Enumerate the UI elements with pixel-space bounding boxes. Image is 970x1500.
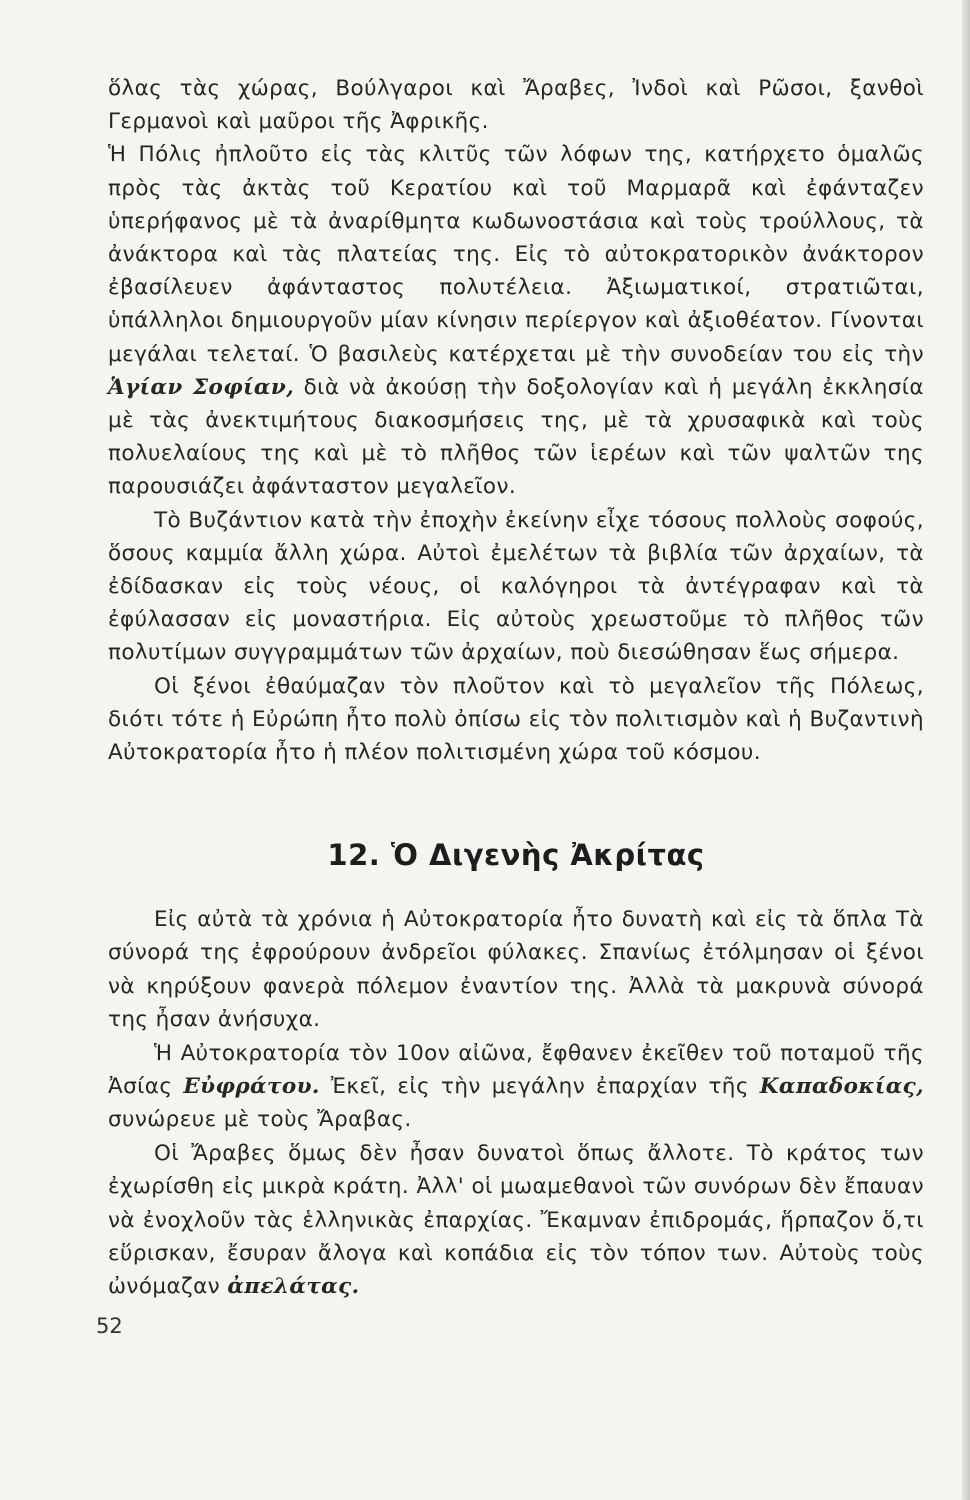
paragraph-4: Οἱ ξένοι ἐθαύμαζαν τὸν πλοῦτον καὶ τὸ μεγαλεῖον τῆς Πόλεως, διότι τότε ἡ Εὐρώπη ἦτο πολὺ ὀπίσω εἰς τὸν πολιτισμὸν καὶ ἡ Βυζαντινὴ Αὐτοκρατορία ἦτο ἡ πλέον πολιτισμένη χώρα τοῦ κόσμου.: [108, 673, 924, 766]
paragraph-1: ὅλας τὰς χώρας, Βούλγαροι καὶ Ἄραβες, Ἰνδοὶ καὶ Ρῶσοι, ξανθοὶ Γερμανοὶ καὶ μαῦροι τῆς Ἀφρικῆς.: [108, 76, 924, 135]
emphasis-agia-sofia: Ἁγίαν Σοφίαν,: [108, 374, 295, 400]
paragraph-3: Τὸ Βυζάντιον κατὰ τὴν ἐποχὴν ἐκείνην εἶχε τόσους πολλοὺς σοφούς, ὅσους καμμία ἄλλη χώρα. Αὐτοὶ ἐμελέτων τὰ βιβλία τῶν ἀρχαίων, τὰ ἐδίδασκαν εἰς τοὺς νέους, οἱ καλόγηροι τὰ ἀντέγραφαν καὶ τὰ ἐφύλασσαν εἰς μοναστήρια. Εἰς αὐτοὺς χρεωστοῦμε τὸ πλῆθος τῶν πολυτίμων συγγραμμάτων τῶν ἀρχαίων, ποὺ διεσώθησαν ἕως σήμερα.: [108, 507, 924, 666]
page-edge: [962, 0, 970, 1500]
paragraph-2-part-b: διὰ νὰ ἀκούσῃ τὴν δοξολογίαν καὶ ἡ μεγάλη ἐκκλησία μὲ τὰς ἀνεκτιμήτους διακοσμήσεις της, μὲ τὰ χρυσαφικὰ καὶ τοὺς πολυελαίους της καὶ μὲ τὸ πλῆθος τῶν ἱερέων καὶ τῶν ψαλτῶν της παρουσιάζει ἀφάνταστον μεγαλεῖον.: [108, 374, 924, 500]
section-heading: 12. Ὁ Διγενὴς Ἀκρίτας: [327, 838, 705, 872]
paragraph-7-part-a: Οἱ Ἄραβες ὅμως δὲν ἦσαν δυνατοὶ ὅπως ἄλλοτε. Τὸ κράτος των ἐχωρίσθη εἰς μικρὰ κράτη. Ἀλλ' οἱ μωαμεθανοὶ τῶν συνόρων δὲν ἔπαυαν νὰ ἐνοχλοῦν τὰς ἑλληνικὰς ἐπαρχίας. Ἔκαμναν ἐπιδρομάς, ἥρπαζον ὅ,τι εὕρισκαν, ἔσυραν ἄλογα καὶ κοπάδια εἰς τὸν τόπον των. Αὐτοὺς τοὺς ὠνόμαζαν: [108, 1140, 924, 1300]
emphasis-kapadokias: Καπαδοκίας,: [759, 1074, 925, 1100]
paragraph-6-part-c: συνώρευε μὲ τοὺς Ἄραβας.: [108, 1107, 412, 1133]
paragraph-7: [108, 1137, 924, 1304]
paragraph-5: Εἰς αὐτὰ τὰ χρόνια ἡ Αὐτοκρατορία ἦτο δυνατὴ καὶ εἰς τὰ ὅπλα Τὰ σύνορά της ἐφρούρουν ἀνδρεῖοι φύλακες. Σπανίως ἐτόλμησαν οἱ ξένοι νὰ κηρύξουν φανερὰ πόλεμον ἐναντίον της. Ἀλλὰ τὰ μακρυνὰ σύνορά της ἦσαν ἀνήσυχα.: [108, 907, 924, 1033]
paragraph-2: [108, 138, 924, 503]
paragraph-2-part-a: Ἡ Πόλις ἠπλοῦτο εἰς τὰς κλιτῦς τῶν λόφων της, κατήρχετο ὁμαλῶς πρὸς τὰς ἀκτὰς τοῦ Κερατίου καὶ τοῦ Μαρμαρᾶ καὶ ἐφάνταζεν ὑπερήφανος μὲ τὰ ἀναρίθμητα κωδωνοστάσια καὶ τοὺς τρούλλους, τὰ ἀνάκτορα καὶ τὰς πλατείας της. Εἰς τὸ αὐτοκρατορικὸν ἀνάκτορον ἐβασίλευεν ἀφάνταστος πολυτέλεια. Ἀξιωματικοί, στρατιῶται, ὑπάλληλοι δημιουργοῦν μίαν κίνησιν περίεργον καὶ ἀξιοθέατον. Γίνονται μεγάλαι τελεταί. Ὁ βασιλεὺς κατέρχεται μὲ τὴν συνοδείαν του εἰς τὴν: [108, 142, 924, 367]
paragraph-6-part-b: Ἐκεῖ, εἰς τὴν μεγάλην ἐπαρχίαν τῆς: [330, 1074, 749, 1100]
body-text-section-1: [108, 72, 924, 769]
body-text-section-2: [108, 903, 924, 1304]
paragraph-6: [108, 1037, 924, 1137]
paragraph-6-part-a: Ἡ Αὐτοκρατορία τὸν 10ον αἰῶνα, ἔφθανεν ἐκεῖθεν τοῦ ποταμοῦ τῆς Ἀσίας: [108, 1040, 924, 1100]
emphasis-apelatas: ἀπελάτας.: [227, 1274, 360, 1300]
page-number: 52: [96, 1314, 123, 1338]
emphasis-eufratou: Εὐφράτου.: [183, 1074, 320, 1100]
